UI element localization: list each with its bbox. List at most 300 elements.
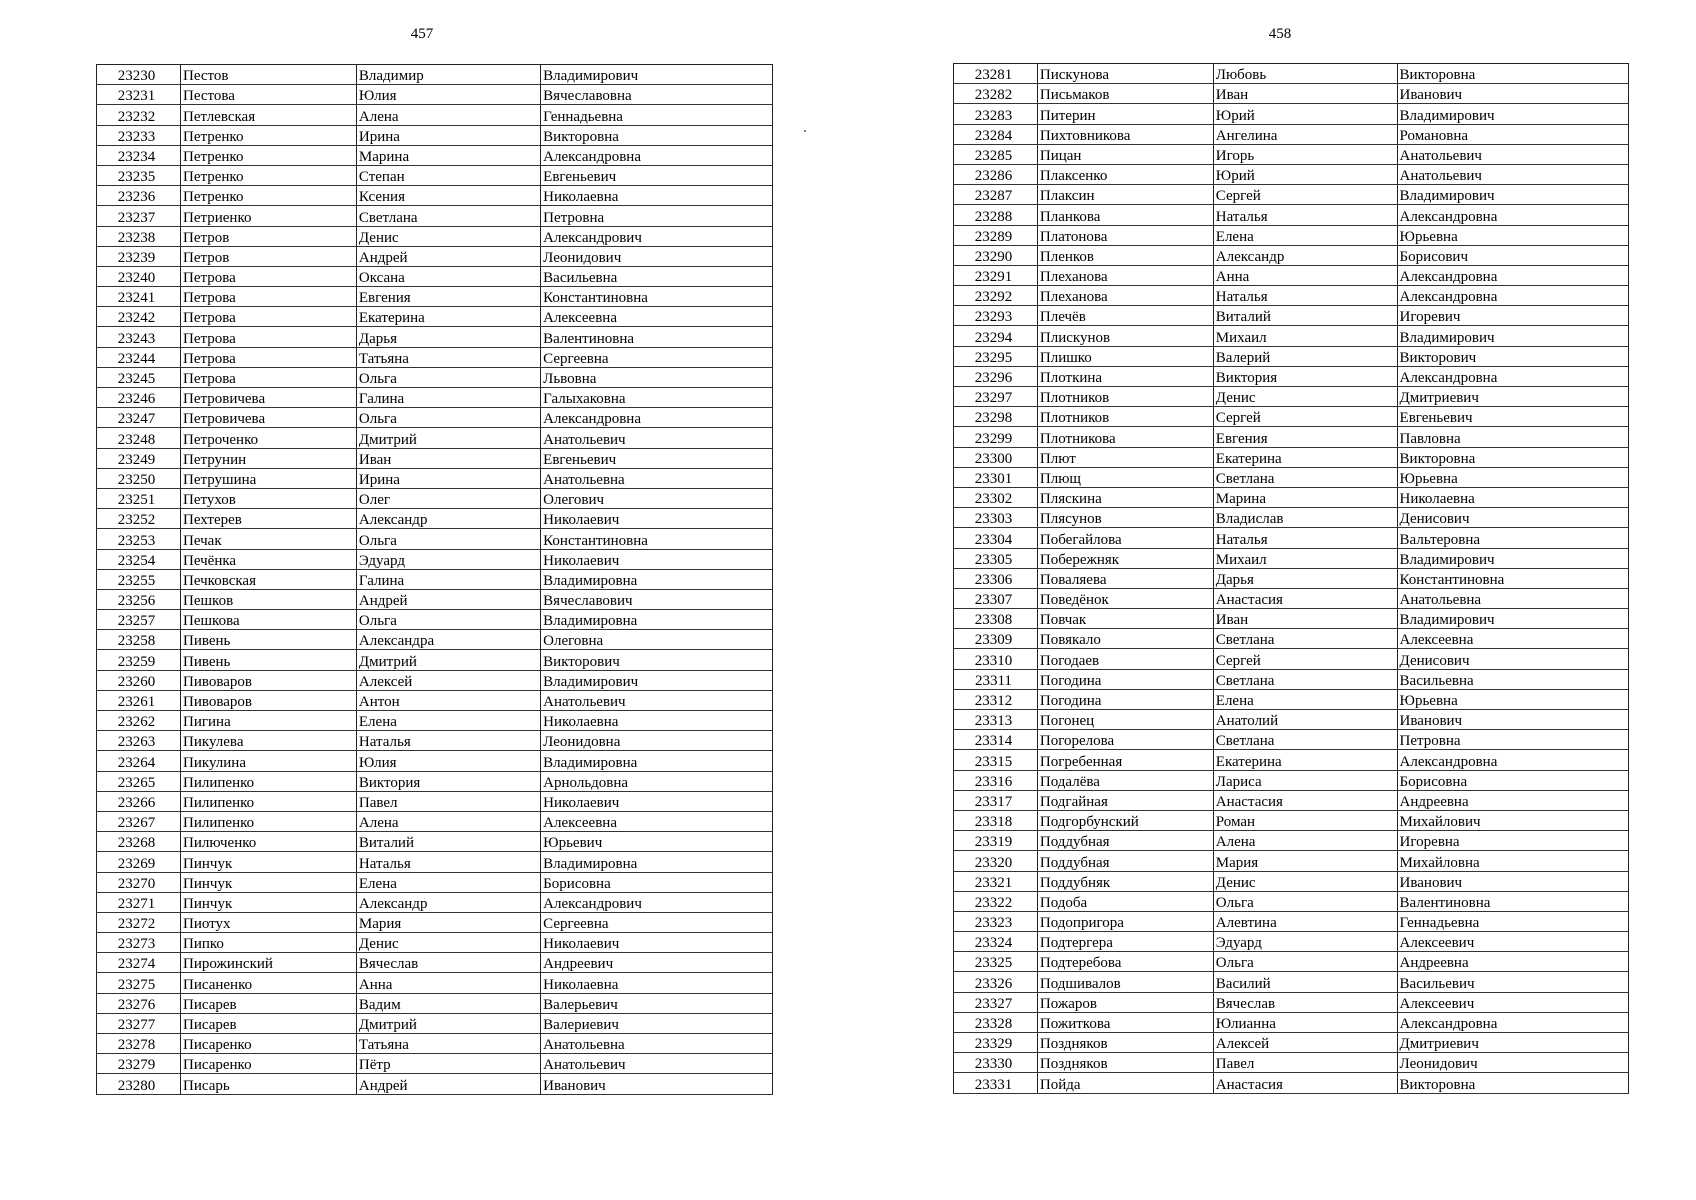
page-number-left: 457 (410, 26, 434, 42)
surname-cell: Поздняков (1037, 1053, 1213, 1073)
table-row (97, 1013, 773, 1033)
record-number-cell: 23266 (97, 791, 181, 811)
patronymic-cell: Александрович (541, 892, 773, 912)
first-name-cell: Любовь (1213, 64, 1397, 84)
table-row (954, 104, 1629, 124)
record-number-cell: 23262 (97, 711, 181, 731)
table-row (954, 649, 1629, 669)
surname-cell: Подшивалов (1037, 972, 1213, 992)
patronymic-cell: Евгеньевич (541, 448, 773, 468)
table-row (97, 347, 773, 367)
record-number-cell: 23323 (954, 911, 1038, 931)
record-number-cell: 23330 (954, 1053, 1038, 1073)
surname-cell: Петренко (181, 186, 357, 206)
table-row (954, 326, 1629, 346)
first-name-cell: Мария (1213, 851, 1397, 871)
record-number-cell: 23329 (954, 1033, 1038, 1053)
first-name-cell: Ольга (356, 367, 540, 387)
patronymic-cell: Борисовна (1397, 770, 1628, 790)
surname-cell: Пожиткова (1037, 1012, 1213, 1032)
record-number-cell: 23321 (954, 871, 1038, 891)
surname-cell: Плотников (1037, 407, 1213, 427)
patronymic-cell: Владимирович (1397, 548, 1628, 568)
first-name-cell: Светлана (356, 206, 540, 226)
patronymic-cell: Андреевич (541, 953, 773, 973)
record-number-cell: 23309 (954, 629, 1038, 649)
record-number-cell: 23288 (954, 205, 1038, 225)
surname-cell: Погодина (1037, 669, 1213, 689)
surname-cell: Плотникова (1037, 427, 1213, 447)
table-row (954, 992, 1629, 1012)
table-row (97, 549, 773, 569)
table-row (97, 428, 773, 448)
surname-cell: Пестова (181, 85, 357, 105)
record-number-cell: 23268 (97, 832, 181, 852)
patronymic-cell: Евгеньевич (541, 165, 773, 185)
patronymic-cell: Васильевна (541, 266, 773, 286)
patronymic-cell: Анатольевич (1397, 164, 1628, 184)
table-row (97, 1034, 773, 1054)
first-name-cell: Сергей (1213, 649, 1397, 669)
surname-cell: Плишко (1037, 346, 1213, 366)
surname-cell: Поваляева (1037, 568, 1213, 588)
patronymic-cell: Николаевна (541, 711, 773, 731)
record-number-cell: 23319 (954, 831, 1038, 851)
surname-cell: Плясунов (1037, 508, 1213, 528)
surname-cell: Плаксенко (1037, 164, 1213, 184)
first-name-cell: Эдуард (356, 549, 540, 569)
surname-cell: Платонова (1037, 225, 1213, 245)
record-number-cell: 23248 (97, 428, 181, 448)
patronymic-cell: Львовна (541, 367, 773, 387)
surname-cell: Пиотух (181, 912, 357, 932)
first-name-cell: Татьяна (356, 1034, 540, 1054)
table-row (954, 245, 1629, 265)
first-name-cell: Виталий (356, 832, 540, 852)
table-row (954, 205, 1629, 225)
surname-cell: Петров (181, 246, 357, 266)
first-name-cell: Юлианна (1213, 1012, 1397, 1032)
first-name-cell: Наталья (356, 852, 540, 872)
first-name-cell: Алевтина (1213, 911, 1397, 931)
patronymic-cell: Леонидович (541, 246, 773, 266)
surname-cell: Пискунова (1037, 64, 1213, 84)
table-row (97, 771, 773, 791)
record-number-cell: 23327 (954, 992, 1038, 1012)
first-name-cell: Роман (1213, 810, 1397, 830)
table-row (97, 206, 773, 226)
record-number-cell: 23296 (954, 366, 1038, 386)
record-number-cell: 23263 (97, 731, 181, 751)
page-number-right: 458 (1268, 26, 1292, 42)
record-number-cell: 23331 (954, 1073, 1038, 1093)
patronymic-cell: Александровна (1397, 286, 1628, 306)
surname-cell: Петрова (181, 287, 357, 307)
record-number-cell: 23324 (954, 932, 1038, 952)
first-name-cell: Наталья (356, 731, 540, 751)
record-number-cell: 23318 (954, 810, 1038, 830)
first-name-cell: Александр (1213, 245, 1397, 265)
table-row (97, 912, 773, 932)
record-number-cell: 23311 (954, 669, 1038, 689)
table-row (954, 1073, 1629, 1093)
patronymic-cell: Вячеславович (541, 589, 773, 609)
record-number-cell: 23261 (97, 690, 181, 710)
record-number-cell: 23292 (954, 286, 1038, 306)
record-number-cell: 23265 (97, 771, 181, 791)
table-row (97, 529, 773, 549)
record-number-cell: 23234 (97, 145, 181, 165)
patronymic-cell: Геннадьевна (541, 105, 773, 125)
surname-cell: Петрова (181, 266, 357, 286)
patronymic-cell: Викторовна (541, 125, 773, 145)
surname-cell: Петрова (181, 307, 357, 327)
patronymic-cell: Геннадьевна (1397, 911, 1628, 931)
first-name-cell: Ольга (356, 529, 540, 549)
surname-cell: Пикулева (181, 731, 357, 751)
first-name-cell: Алена (356, 811, 540, 831)
patronymic-cell: Алексеевич (1397, 932, 1628, 952)
first-name-cell: Анастасия (1213, 588, 1397, 608)
table-row (954, 366, 1629, 386)
record-number-cell: 23240 (97, 266, 181, 286)
record-number-cell: 23312 (954, 689, 1038, 709)
table-row (97, 65, 773, 85)
record-number-cell: 23252 (97, 509, 181, 529)
first-name-cell: Владислав (1213, 508, 1397, 528)
record-number-cell: 23315 (954, 750, 1038, 770)
first-name-cell: Оксана (356, 266, 540, 286)
first-name-cell: Денис (1213, 871, 1397, 891)
table-row (97, 307, 773, 327)
first-name-cell: Денис (1213, 387, 1397, 407)
patronymic-cell: Константиновна (541, 529, 773, 549)
table-row (97, 832, 773, 852)
table-row (954, 972, 1629, 992)
first-name-cell: Олег (356, 488, 540, 508)
record-number-cell: 23290 (954, 245, 1038, 265)
surname-cell: Пешков (181, 589, 357, 609)
table-row (954, 730, 1629, 750)
record-number-cell: 23273 (97, 933, 181, 953)
first-name-cell: Ирина (356, 468, 540, 488)
first-name-cell: Галина (356, 388, 540, 408)
table-row (97, 811, 773, 831)
first-name-cell: Екатерина (356, 307, 540, 327)
surname-cell: Подоба (1037, 891, 1213, 911)
surname-cell: Петровичева (181, 408, 357, 428)
first-name-cell: Иван (1213, 84, 1397, 104)
patronymic-cell: Николаевич (541, 549, 773, 569)
first-name-cell: Виктория (1213, 366, 1397, 386)
surname-cell: Петрова (181, 347, 357, 367)
record-number-cell: 23256 (97, 589, 181, 609)
table-row (97, 85, 773, 105)
patronymic-cell: Николаевич (541, 933, 773, 953)
surname-cell: Подопригора (1037, 911, 1213, 931)
patronymic-cell: Леонидович (1397, 1053, 1628, 1073)
surname-cell: Плаксин (1037, 185, 1213, 205)
record-number-cell: 23264 (97, 751, 181, 771)
first-name-cell: Андрей (356, 589, 540, 609)
table-row (97, 973, 773, 993)
patronymic-cell: Анатольевич (541, 690, 773, 710)
patronymic-cell: Анатольевна (541, 468, 773, 488)
table-row (97, 711, 773, 731)
table-row (954, 710, 1629, 730)
first-name-cell: Светлана (1213, 629, 1397, 649)
first-name-cell: Дмитрий (356, 1013, 540, 1033)
surname-cell: Петров (181, 226, 357, 246)
record-number-cell: 23314 (954, 730, 1038, 750)
table-row (97, 388, 773, 408)
record-number-cell: 23280 (97, 1074, 181, 1094)
table-row (97, 145, 773, 165)
record-number-cell: 23251 (97, 488, 181, 508)
surname-cell: Пойда (1037, 1073, 1213, 1093)
table-row (954, 387, 1629, 407)
patronymic-cell: Владимировна (541, 751, 773, 771)
first-name-cell: Анастасия (1213, 790, 1397, 810)
first-name-cell: Алексей (1213, 1033, 1397, 1053)
first-name-cell: Пётр (356, 1054, 540, 1074)
surname-cell: Пигина (181, 711, 357, 731)
table-row (954, 346, 1629, 366)
table-row (97, 569, 773, 589)
table-row (97, 246, 773, 266)
patronymic-cell: Юрьевна (1397, 689, 1628, 709)
surname-cell: Петрова (181, 367, 357, 387)
table-row (97, 488, 773, 508)
table-row (97, 468, 773, 488)
surname-cell: Подтергера (1037, 932, 1213, 952)
patronymic-cell: Юрьевна (1397, 225, 1628, 245)
surname-cell: Погребенная (1037, 750, 1213, 770)
first-name-cell: Юлия (356, 751, 540, 771)
first-name-cell: Денис (356, 226, 540, 246)
record-number-cell: 23287 (954, 185, 1038, 205)
patronymic-cell: Денисович (1397, 649, 1628, 669)
patronymic-cell: Андреевна (1397, 790, 1628, 810)
first-name-cell: Елена (1213, 225, 1397, 245)
patronymic-cell: Валериевич (541, 1013, 773, 1033)
patronymic-cell: Борисович (1397, 245, 1628, 265)
table-row (954, 669, 1629, 689)
record-number-cell: 23277 (97, 1013, 181, 1033)
record-number-cell: 23281 (954, 64, 1038, 84)
table-row (954, 790, 1629, 810)
patronymic-cell: Владимирович (541, 670, 773, 690)
table-row (97, 266, 773, 286)
table-row (97, 226, 773, 246)
first-name-cell: Михаил (1213, 326, 1397, 346)
record-number-cell: 23326 (954, 972, 1038, 992)
patronymic-cell: Викторовна (1397, 447, 1628, 467)
patronymic-cell: Дмитриевич (1397, 387, 1628, 407)
surname-cell: Погонец (1037, 710, 1213, 730)
record-number-cell: 23244 (97, 347, 181, 367)
record-number-cell: 23295 (954, 346, 1038, 366)
first-name-cell: Александр (356, 892, 540, 912)
surname-cell: Пешкова (181, 610, 357, 630)
first-name-cell: Елена (356, 711, 540, 731)
surname-cell: Поддубная (1037, 851, 1213, 871)
patronymic-cell: Вальтеровна (1397, 528, 1628, 548)
patronymic-cell: Вячеславовна (541, 85, 773, 105)
patronymic-cell: Дмитриевич (1397, 1033, 1628, 1053)
patronymic-cell: Викторовна (1397, 1073, 1628, 1093)
first-name-cell: Ольга (356, 610, 540, 630)
record-number-cell: 23278 (97, 1034, 181, 1054)
patronymic-cell: Николаевич (541, 509, 773, 529)
table-row (954, 952, 1629, 972)
record-number-cell: 23269 (97, 852, 181, 872)
record-number-cell: 23230 (97, 65, 181, 85)
table-row (97, 327, 773, 347)
patronymic-cell: Борисовна (541, 872, 773, 892)
patronymic-cell: Александровна (1397, 750, 1628, 770)
surname-cell: Плоткина (1037, 366, 1213, 386)
surname-cell: Писаренко (181, 1034, 357, 1054)
surname-cell: Побегайлова (1037, 528, 1213, 548)
table-row (954, 831, 1629, 851)
record-number-cell: 23253 (97, 529, 181, 549)
patronymic-cell: Николаевна (541, 186, 773, 206)
record-number-cell: 23243 (97, 327, 181, 347)
record-number-cell: 23260 (97, 670, 181, 690)
first-name-cell: Иван (356, 448, 540, 468)
surname-cell: Пляскина (1037, 487, 1213, 507)
record-number-cell: 23294 (954, 326, 1038, 346)
patronymic-cell: Васильевна (1397, 669, 1628, 689)
first-name-cell: Ксения (356, 186, 540, 206)
first-name-cell: Вячеслав (1213, 992, 1397, 1012)
table-row (97, 165, 773, 185)
record-number-cell: 23255 (97, 569, 181, 589)
first-name-cell: Андрей (356, 246, 540, 266)
patronymic-cell: Викторович (1397, 346, 1628, 366)
table-row (97, 993, 773, 1013)
patronymic-cell: Иванович (1397, 84, 1628, 104)
patronymic-cell: Анатольевич (1397, 144, 1628, 164)
table-row (97, 690, 773, 710)
first-name-cell: Ирина (356, 125, 540, 145)
record-number-cell: 23276 (97, 993, 181, 1013)
first-name-cell: Антон (356, 690, 540, 710)
first-name-cell: Дмитрий (356, 428, 540, 448)
patronymic-cell: Иванович (541, 1074, 773, 1094)
table-row (97, 1054, 773, 1074)
table-row (97, 509, 773, 529)
patronymic-cell: Владимирович (1397, 185, 1628, 205)
first-name-cell: Галина (356, 569, 540, 589)
surname-cell: Петухов (181, 488, 357, 508)
patronymic-cell: Анатольевич (541, 1054, 773, 1074)
surname-cell: Пестов (181, 65, 357, 85)
first-name-cell: Александр (356, 509, 540, 529)
surname-cell: Пикулина (181, 751, 357, 771)
record-number-cell: 23316 (954, 770, 1038, 790)
patronymic-cell: Иванович (1397, 871, 1628, 891)
record-number-cell: 23320 (954, 851, 1038, 871)
first-name-cell: Мария (356, 912, 540, 932)
table-row (954, 770, 1629, 790)
table-row (954, 609, 1629, 629)
surname-cell: Плотников (1037, 387, 1213, 407)
surname-cell: Пилипенко (181, 791, 357, 811)
table-row (97, 731, 773, 751)
table-row (954, 124, 1629, 144)
table-row (97, 186, 773, 206)
first-name-cell: Эдуард (1213, 932, 1397, 952)
first-name-cell: Ангелина (1213, 124, 1397, 144)
record-number-cell: 23237 (97, 206, 181, 226)
record-number-cell: 23258 (97, 630, 181, 650)
patronymic-cell: Юрьевич (541, 832, 773, 852)
first-name-cell: Павел (1213, 1053, 1397, 1073)
surname-cell: Петроченко (181, 428, 357, 448)
record-number-cell: 23275 (97, 973, 181, 993)
table-row (97, 630, 773, 650)
table-row (954, 64, 1629, 84)
patronymic-cell: Викторовна (1397, 64, 1628, 84)
record-number-cell: 23313 (954, 710, 1038, 730)
record-number-cell: 23322 (954, 891, 1038, 911)
surname-cell: Плют (1037, 447, 1213, 467)
names-table-right (953, 63, 1629, 1094)
first-name-cell: Анна (356, 973, 540, 993)
first-name-cell: Виктория (356, 771, 540, 791)
patronymic-cell: Николаевич (541, 791, 773, 811)
record-number-cell: 23286 (954, 164, 1038, 184)
surname-cell: Печковская (181, 569, 357, 589)
patronymic-cell: Сергеевна (541, 347, 773, 367)
patronymic-cell: Васильевич (1397, 972, 1628, 992)
first-name-cell: Наталья (1213, 528, 1397, 548)
table-row (97, 892, 773, 912)
record-number-cell: 23241 (97, 287, 181, 307)
record-number-cell: 23272 (97, 912, 181, 932)
record-number-cell: 23305 (954, 548, 1038, 568)
first-name-cell: Елена (356, 872, 540, 892)
table-row (954, 588, 1629, 608)
surname-cell: Побережняк (1037, 548, 1213, 568)
table-row (954, 629, 1629, 649)
first-name-cell: Андрей (356, 1074, 540, 1094)
first-name-cell: Светлана (1213, 669, 1397, 689)
patronymic-cell: Владимировна (541, 852, 773, 872)
table-row (954, 1053, 1629, 1073)
table-row (954, 689, 1629, 709)
table-row (97, 589, 773, 609)
record-number-cell: 23299 (954, 427, 1038, 447)
record-number-cell: 23293 (954, 306, 1038, 326)
table-row (954, 144, 1629, 164)
surname-cell: Петрова (181, 327, 357, 347)
record-number-cell: 23239 (97, 246, 181, 266)
first-name-cell: Степан (356, 165, 540, 185)
first-name-cell: Алена (1213, 831, 1397, 851)
first-name-cell: Дарья (356, 327, 540, 347)
surname-cell: Пехтерев (181, 509, 357, 529)
surname-cell: Пипко (181, 933, 357, 953)
surname-cell: Погорелова (1037, 730, 1213, 750)
table-row (954, 225, 1629, 245)
table-row (954, 185, 1629, 205)
first-name-cell: Анастасия (1213, 1073, 1397, 1093)
first-name-cell: Светлана (1213, 467, 1397, 487)
surname-cell: Поведёнок (1037, 588, 1213, 608)
